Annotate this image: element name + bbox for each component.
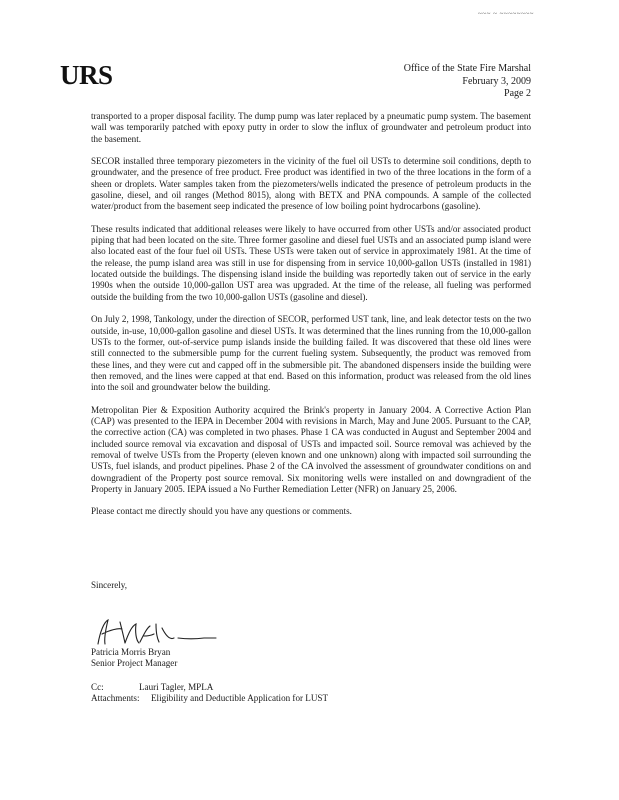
paragraph: SECOR installed three temporary piezometers in the vicinity of the fuel oil USTs to determine soil conditions, depth to groundwater, and the presence of free product. Free product was identified in two of the three locations in the form of a sheen or droplets. Water samples taken from the piezometers/wells indicated the presence of petroleum products in the gasoline, diesel, and oil ranges (Method 8015), along with BETX and PNA compounds. A sample of the collected water/product from the basement seep indicated the presence of low boiling point hydrocarbons (gasoline). bbox=[91, 156, 531, 212]
paragraph: On July 2, 1998, Tankology, under the direction of SECOR, performed UST tank, line, and leak detector tests on the two outside, in-use, 10,000-gallon gasoline and diesel USTs. It was determined that the lines running from the 10,000-gallon USTs to the former, out-of-service pump islands inside the building failed. It was discovered that these old lines were still connected to the submersible pump for the current fueling system. Subsequently, the product was removed from these lines, and they were cut and capped off in the submersible pit. The abandoned dispensers inside the building were then removed, and the lines were capped at that end. Based on this information, product was released from the old lines into the soil and groundwater below the building. bbox=[91, 314, 531, 393]
attachments-value: Eligibility and Deductible Application for LUST bbox=[151, 693, 329, 703]
handwritten-signature bbox=[92, 614, 220, 650]
attachments-row bbox=[91, 693, 328, 704]
paragraph: These results indicated that additional releases were likely to have occurred from other USTs and/or associated product piping that had been located on the site. Three former gasoline and diesel fuel USTs and an associated pump island were also located east of the four fuel oil USTs. These USTs were taken out of service in approximately 1981. At the time of the release, the pump island area was still in use for dispensing from in service 10,000-gallon USTs (installed in 1981) located outside the buildings. The dispensing island inside the building was reportedly taken out of service in the early 1990s when the outside 10,000-gallon UST area was upgraded. At the time of the release, all fueling was performed outside the building from the two 10,000-gallon USTs (gasoline and diesel). bbox=[91, 223, 531, 302]
cc-row bbox=[91, 682, 328, 693]
attachments-label: Attachments: bbox=[91, 693, 140, 703]
paragraph: transported to a proper disposal facility. The dump pump was later replaced by a pneumatic pump system. The basement wall was temporarily patched with epoxy putty in order to slow the influx of groundwater and petroleum product into the basement. bbox=[91, 111, 531, 144]
letter-body bbox=[91, 111, 531, 529]
cc-value: Lauri Tagler, MPLA bbox=[139, 682, 214, 692]
letter-header bbox=[404, 63, 531, 101]
paragraph: Metropolitan Pier & Exposition Authority acquired the Brink's property in January 2004. A Corrective Action Plan (CAP) was presented to the IEPA in December 2004 with revisions in March, May and June 2005. Pursuant to the CAP, the corrective action (CA) was completed in two phases. Phase 1 CA was conducted in August and September 2004 and included source removal via excavation and disposal of USTs and impacted soil. Source removal was achieved by the removal of twelve USTs from the Property (eleven known and one unknown) along with impacted soil surrounding the USTs, fuel islands, and product pipelines. Phase 2 of the CA involved the assessment of groundwater conditions on and downgradient of the Property post source removal. Six monitoring wells were installed on and downgradient of the Property in January 2005. IEPA issued a No Further Remediation Letter (NFR) on January 25, 2006. bbox=[91, 404, 531, 494]
letter-date: February 3, 2009 bbox=[462, 75, 531, 87]
signer-title: Senior Project Manager bbox=[91, 658, 178, 668]
cc-label: Cc: bbox=[91, 682, 104, 692]
signer-name: Patricia Morris Bryan bbox=[91, 647, 171, 657]
company-logo: URS bbox=[60, 60, 113, 90]
fax-header-mark: ~~~ ~ ~~~~~~~~ bbox=[478, 10, 534, 18]
recipient-office: Office of the State Fire Marshal bbox=[403, 63, 531, 74]
signer-block bbox=[91, 647, 177, 669]
page-number: Page 2 bbox=[504, 88, 531, 99]
enclosures-block bbox=[91, 682, 328, 704]
closing-salutation: Sincerely, bbox=[91, 580, 128, 590]
paragraph: Please contact me directly should you have any questions or comments. bbox=[91, 506, 352, 517]
